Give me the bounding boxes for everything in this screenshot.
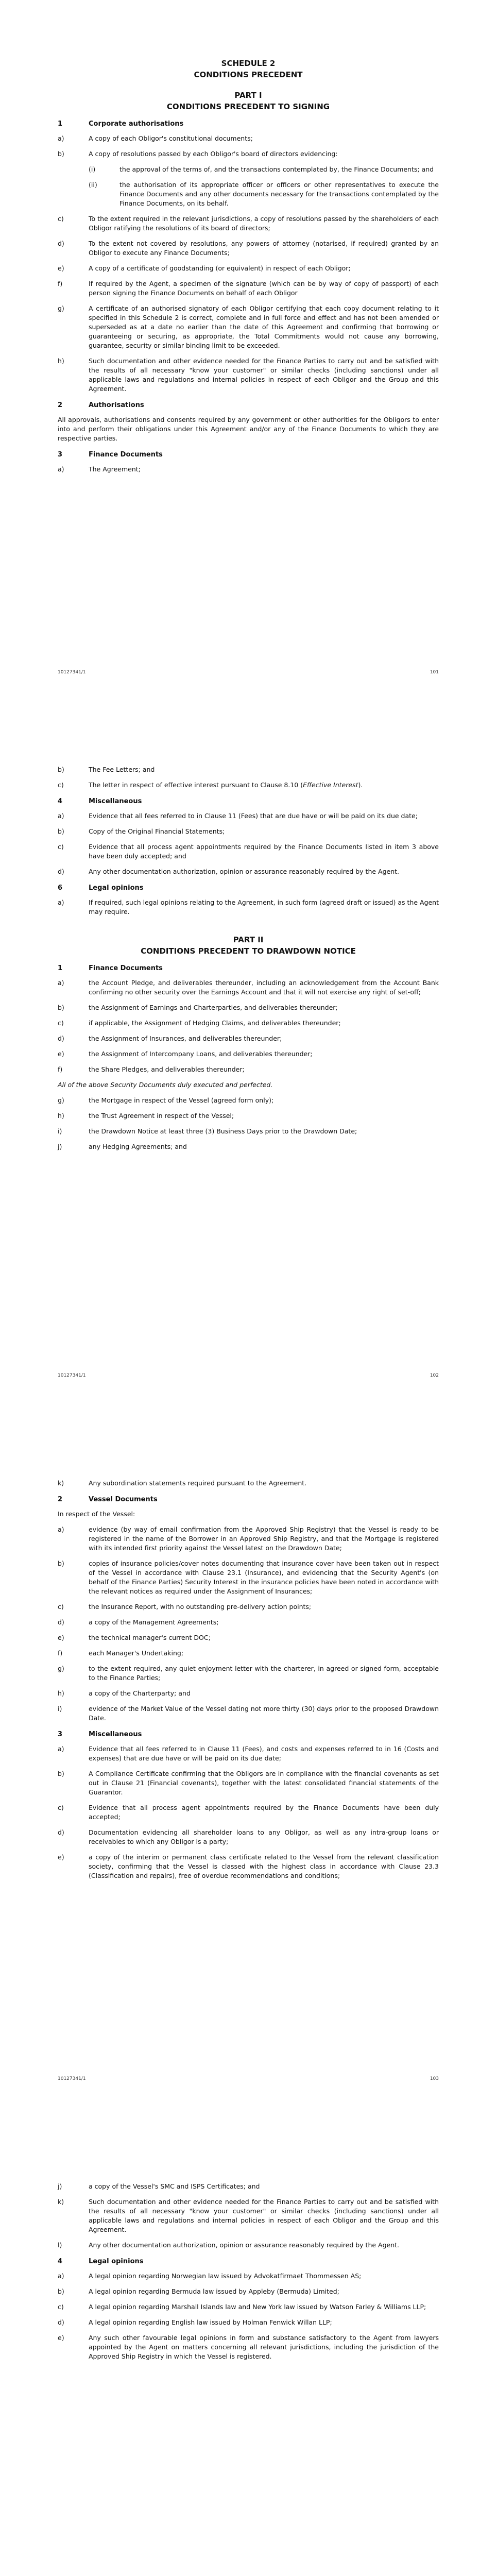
list-item: e) the technical manager's current DOC;: [58, 1634, 211, 1641]
list-item: c) Evidence that all process agent appointments required by the Finance Documents have been duly accepted;: [58, 1804, 439, 1821]
list-item: b) Copy of the Original Financial Statements;: [58, 827, 225, 835]
list-item: l) Any other documentation authorization, opinion or assurance reasonably required by the Agent.: [58, 2241, 400, 2249]
part-1-heading: PART I: [234, 91, 262, 100]
section-heading: 3 Miscellaneous: [58, 1731, 142, 1738]
list-item: k) Any subordination statements required pursuant to the Agreement.: [58, 1479, 307, 1487]
part-2-title: CONDITIONS PRECEDENT TO DRAWDOWN NOTICE: [141, 946, 356, 956]
list-item: a) If required, such legal opinions relating to the Agreement, in such form (agreed draft or issued) as the Agent may require.: [58, 899, 439, 916]
page-footer: [58, 2076, 439, 2083]
list-item: e) Any such other favourable legal opinions in form and substance satisfactory to the Agent from lawyers appointed by the Agent on matters concerning all relevant jurisdictions, including the jurisdiction of the Approved Ship Registry in which the Vessel is registered.: [58, 2334, 439, 2360]
section-heading: 1 Corporate authorisations: [58, 120, 184, 128]
schedule-heading: SCHEDULE 2: [221, 59, 276, 68]
list-item: d) To the extent not covered by resolutions, any powers of attorney (notarised, if required) granted by an Obligor to execute any Finance Documents;: [58, 240, 439, 257]
list-item: b) the Assignment of Earnings and Charterparties, and deliverables thereunder;: [58, 1004, 338, 1011]
list-item: a) A copy of each Obligor's constitutional documents;: [58, 134, 253, 142]
document-reference: 10127341/1: [58, 2076, 86, 2081]
list-item: j) a copy of the Vessel's SMC and ISPS Certificates; and: [58, 2182, 260, 2190]
page-number: 102: [430, 1373, 439, 1378]
page-103-content: [58, 1479, 439, 1887]
list-item: b) A copy of resolutions passed by each Obligor's board of directors evidencing:: [58, 150, 338, 158]
list-item: d) the Assignment of Insurances, and deliverables thereunder;: [58, 1035, 282, 1042]
list-item: b) A legal opinion regarding Bermuda law issued by Appleby (Bermuda) Limited;: [58, 2287, 339, 2295]
section-heading: 2 Authorisations: [58, 401, 144, 409]
paragraph: All approvals, authorisations and consents required by any government or other authorities for the Obligors to enter into and perform their obligations under this Agreement and/or any of the Finance Documents to which they are respective parties.: [58, 416, 439, 442]
section-heading: 2 Vessel Documents: [58, 1496, 158, 1503]
page-102-content: [58, 765, 439, 1158]
part-1-title: CONDITIONS PRECEDENT TO SIGNING: [166, 102, 330, 111]
page-104-content: [58, 2182, 439, 2367]
list-item: c) the Insurance Report, with no outstanding pre-delivery action points;: [58, 1603, 312, 1611]
list-item: a) Evidence that all fees referred to in Clause 11 (Fees) that are due have or will be paid on its due date;: [58, 812, 418, 820]
schedule-title: CONDITIONS PRECEDENT: [194, 70, 303, 79]
list-item: h) the Trust Agreement in respect of the Vessel;: [58, 1112, 234, 1120]
list-item: a) A legal opinion regarding Norwegian law issued by Advokatfirmaet Thommessen AS;: [58, 2272, 362, 2280]
page-footer: [58, 670, 439, 677]
sub-list-item: (ii) the authorisation of its appropriate officer or officers or other representatives to execute the Finance Documents and any other documents necessary for the transactions contemplated by the Finance Documents, on its behalf.: [89, 181, 439, 207]
section-heading: 4 Legal opinions: [58, 2258, 144, 2265]
page-number: 103: [430, 2076, 439, 2081]
list-item: c) Evidence that all process agent appointments required by the Finance Documents listed in item 3 above have been duly accepted; and: [58, 843, 439, 860]
page-102: [0, 703, 497, 1406]
list-item: b) A Compliance Certificate confirming that the Obligors are in compliance with the financial covenants as set out in Clause 21 (Financial covenants), together with the latest consolidated financial statements of the Guarantor.: [58, 1770, 439, 1796]
list-item: h) Such documentation and other evidence needed for the Finance Parties to carry out and be satisfied with the results of all necessary "know your customer" or similar checks (including sanctions) under all applicable laws and regulations and internal policies in respect of each Obligor and the Group and this Agreement.: [58, 357, 439, 393]
list-item: a) evidence (by way of email confirmation from the Approved Ship Registry) that the Vessel is ready to be registered in the name of the Borrower in an Approved Ship Registry, and that the Mortgage is registered with its intended first priority against the Vessel latest on the Drawdown Date;: [58, 1526, 439, 1552]
paragraph: In respect of the Vessel:: [58, 1510, 135, 1518]
list-item: d) Documentation evidencing all shareholder loans to any Obligor, as well as any intra-group loans or receivables to which any Obligor is a party;: [58, 1828, 439, 1845]
page-103: [0, 1406, 497, 2110]
list-item: a) The Agreement;: [58, 465, 141, 473]
document-reference: 10127341/1: [58, 1373, 86, 1378]
list-item: a) Evidence that all fees referred to in Clause 11 (Fees), and costs and expenses referred to in 16 (Costs and expenses) that are due have or will be paid on its due date;: [58, 1745, 439, 1762]
section-heading: 3 Finance Documents: [58, 451, 163, 459]
list-item: b) The Fee Letters; and: [58, 766, 155, 773]
list-item: c) A legal opinion regarding Marshall Islands law and New York law issued by Watson Farley & Williams LLP;: [58, 2303, 426, 2311]
list-item: e) the Assignment of Intercompany Loans, and deliverables thereunder;: [58, 1050, 313, 1058]
list-item: e) a copy of the interim or permanent class certificate related to the Vessel from the relevant classification society, confirming that the Vessel is classed with the highest class in accordance with Clause 23.3 (Classification and repairs), free of overdue recommendations and conditions;: [58, 1853, 439, 1879]
section-heading: 4 Miscellaneous: [58, 798, 142, 805]
list-item: k) Such documentation and other evidence needed for the Finance Parties to carry out and be satisfied with the results of all necessary "know your customer" or similar checks (including sanctions) under all applicable laws and regulations and internal policies in respect of each Obligor and the Group and this Agreement.: [58, 2198, 439, 2233]
list-item: f) If required by the Agent, a specimen of the signature (which can be by way of copy of passport) of each person signing the Finance Documents on behalf of each Obligor: [58, 280, 439, 297]
list-item: a) the Account Pledge, and deliverables thereunder, including an acknowledgement from the Account Bank confirming no other security over the Earnings Account and that it will not exercise any right of set-off;: [58, 979, 439, 996]
list-item: d) A legal opinion regarding English law issued by Holman Fenwick Willan LLP;: [58, 2318, 332, 2326]
list-item: e) A copy of a certificate of goodstanding (or equivalent) in respect of each Obligor;: [58, 264, 351, 272]
list-item: d) Any other documentation authorization, opinion or assurance reasonably required by the Agent.: [58, 868, 400, 875]
security-note: All of the above Security Documents duly executed and perfected.: [58, 1081, 273, 1089]
list-item: j) any Hedging Agreements; and: [58, 1143, 187, 1150]
list-item: f) each Manager's Undertaking;: [58, 1649, 184, 1657]
list-item: f) the Share Pledges, and deliverables thereunder;: [58, 1065, 245, 1073]
list-item: g) to the extent required, any quiet enjoyment letter with the charterer, in agreed or signed form, acceptable to the Finance Parties;: [58, 1665, 439, 1682]
page-footer: [58, 1373, 439, 1380]
list-item: g) A certificate of an authorised signatory of each Obligor certifying that each copy document relating to it specified in this Schedule 2 is correct, complete and in full force and effect and has not been amended or superseded as at a date no earlier than the date of this Agreement and confirming that borrowing or guaranteeing or securing, as appropriate, the Total Commitments would not cause any borrowing, guarantee, security or similar binding limit to be exceeded.: [58, 304, 439, 349]
list-item: d) a copy of the Management Agreements;: [58, 1618, 219, 1626]
document-reference: 10127341/1: [58, 670, 86, 675]
list-item: b) copies of insurance policies/cover notes documenting that insurance cover have been taken out in respect of the Vessel in accordance with Clause 23.1 (Insurance), and evidencing that the Security Agent's (on behalf of the Finance Parties) Security Interest in the insurance policies have been noted in accordance with the relevant notices as required under the Assignment of Insurances;: [58, 1560, 439, 1595]
page-number: 101: [430, 670, 439, 675]
list-item: i) evidence of the Market Value of the Vessel dating not more thirty (30) days prior to the proposed Drawdown Date.: [58, 1705, 439, 1722]
section-heading: 1 Finance Documents: [58, 964, 163, 972]
list-item: h) a copy of the Charterparty; and: [58, 1689, 191, 1697]
part-2-heading: PART II: [233, 935, 264, 944]
list-item: c) To the extent required in the relevant jurisdictions, a copy of resolutions passed by the shareholders of each Obligor ratifying the resolutions of its board of directors;: [58, 215, 439, 232]
section-heading: 6 Legal opinions: [58, 884, 144, 892]
list-item: c) The letter in respect of effective interest pursuant to Clause 8.10 (Effective Interest).: [58, 781, 363, 789]
list-item: c) if applicable, the Assignment of Hedging Claims, and deliverables thereunder;: [58, 1019, 341, 1027]
list-item: i) the Drawdown Notice at least three (3) Business Days prior to the Drawdown Date;: [58, 1127, 357, 1135]
page-101: [0, 0, 497, 703]
sub-list-item: (i) the approval of the terms of, and the transactions contemplated by, the Finance Documents; and: [89, 165, 434, 173]
page-101-content: [58, 58, 439, 480]
page-104: [0, 2110, 497, 2576]
list-item: g) the Mortgage in respect of the Vessel (agreed form only);: [58, 1096, 274, 1104]
